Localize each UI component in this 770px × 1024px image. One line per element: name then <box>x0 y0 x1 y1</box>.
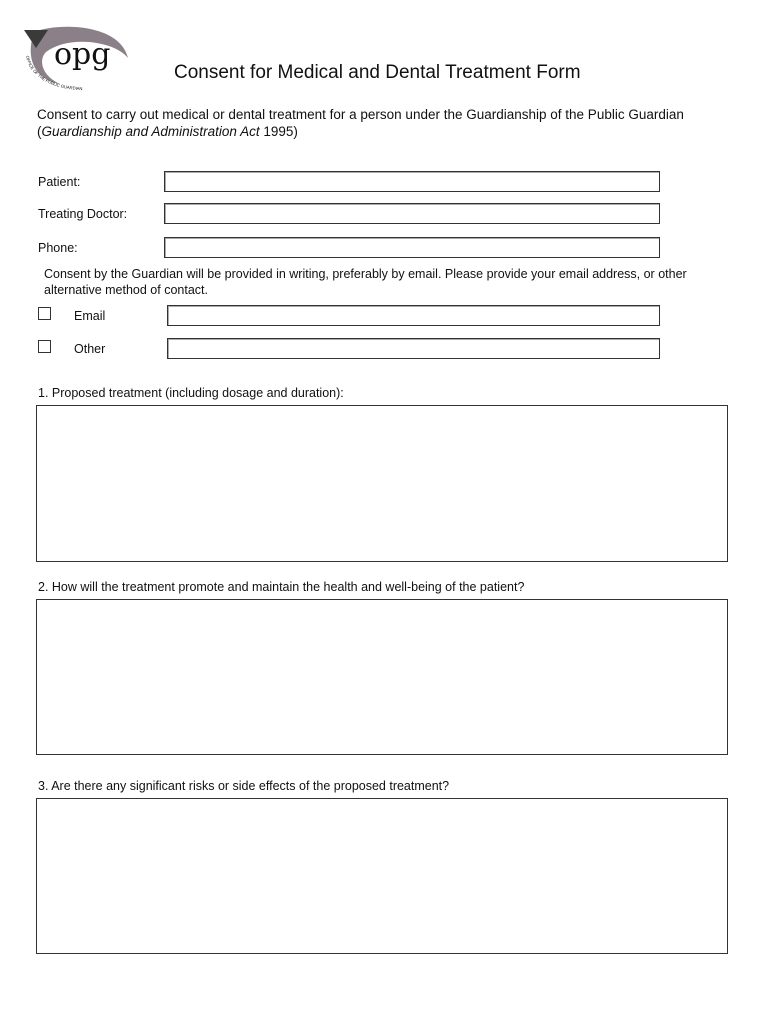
intro-open-paren: ( <box>37 124 42 139</box>
opg-logo <box>20 22 140 97</box>
other-label: Other <box>74 342 106 356</box>
other-field[interactable] <box>167 338 660 359</box>
patient-field[interactable] <box>164 171 660 192</box>
question-3-answer-box[interactable] <box>36 798 728 954</box>
question-2-label: 2. How will the treatment promote and maintain the health and well-being of the patient? <box>38 580 525 594</box>
patient-label: Patient: <box>38 175 81 189</box>
treating-doctor-field[interactable] <box>164 203 660 224</box>
page-title: Consent for Medical and Dental Treatment Form <box>174 62 581 83</box>
phone-label: Phone: <box>38 241 78 255</box>
logo-arc-text: OFFICE OF THE PUBLIC GUARDIAN <box>24 55 83 92</box>
phone-field[interactable] <box>164 237 660 258</box>
consent-note: Consent by the Guardian will be provided in writing, preferably by email. Please provide your email address, or other alternative method of contact. <box>44 267 687 297</box>
question-1-answer-box[interactable] <box>36 405 728 562</box>
intro-line-2 <box>37 123 737 140</box>
other-checkbox[interactable] <box>38 340 51 353</box>
email-checkbox[interactable] <box>38 307 51 320</box>
intro-act-year: 1995) <box>259 124 298 139</box>
logo-opg-text: opg <box>54 37 111 72</box>
question-3-label: 3. Are there any significant risks or side effects of the proposed treatment? <box>38 779 450 793</box>
intro-line-1: Consent to carry out medical or dental treatment for a person under the Guardianship of the Public Guardian <box>37 107 684 122</box>
question-2-answer-box[interactable] <box>36 599 728 755</box>
intro-act-name: Guardianship and Administration Act <box>41 124 260 139</box>
question-1-label: 1. Proposed treatment (including dosage and duration): <box>38 386 344 400</box>
email-label: Email <box>74 309 106 323</box>
intro-text <box>37 106 737 140</box>
treating-doctor-label: Treating Doctor: <box>38 207 128 221</box>
email-field[interactable] <box>167 305 660 326</box>
